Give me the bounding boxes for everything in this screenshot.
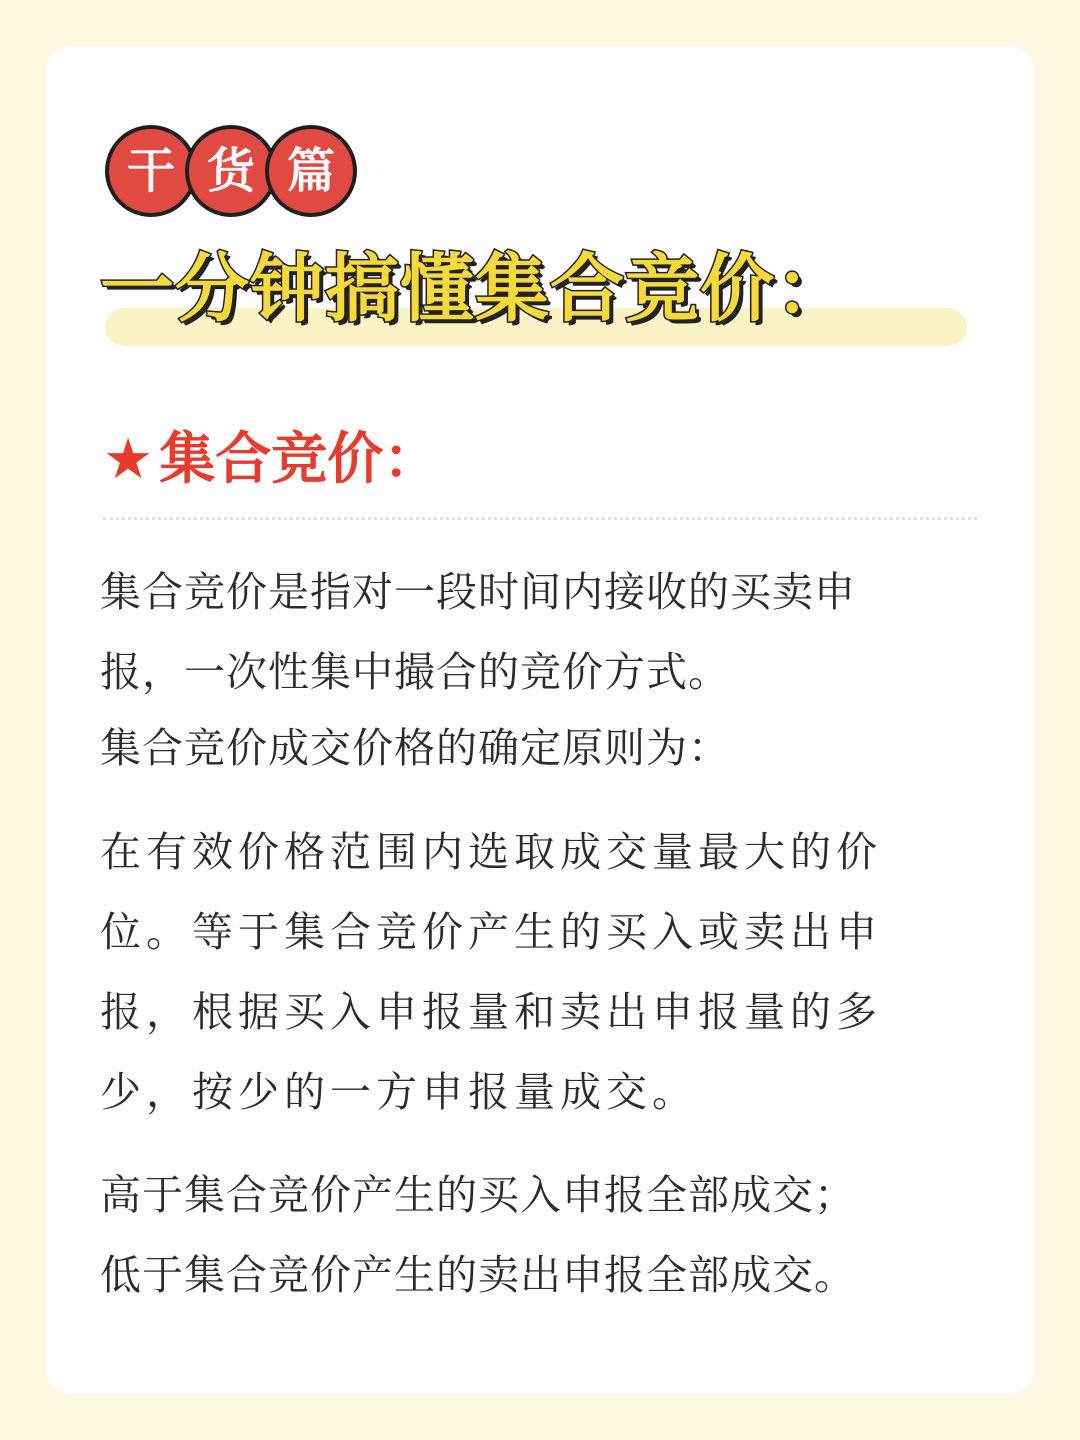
section-heading-text: 集合竞价： (159, 427, 440, 492)
text-line: 集合竞价成交价格的确定原则为： (100, 724, 730, 772)
text-line: 少，按少的一方申报量成交。 (100, 1068, 698, 1116)
text-line: 在有效价格范围内选取成交量最大的价 (100, 828, 882, 876)
text-line: 高于集合竞价产生的买入申报全部成交； (100, 1171, 856, 1219)
star-icon: ★ (103, 427, 154, 492)
badge-char-3: 篇 (265, 125, 357, 217)
section-heading (103, 420, 439, 500)
page-title: 一分钟搞懂集合竞价： (100, 246, 850, 332)
badge-char-2: 货 (185, 125, 277, 217)
paragraph-definition (100, 552, 984, 712)
text-line: 报，一次性集中撮合的竞价方式。 (100, 648, 730, 696)
paragraph-principle-intro (100, 708, 984, 788)
dotted-divider (103, 517, 977, 520)
category-badge (105, 125, 365, 217)
text-line: 位。等于集合竞价产生的买入或卖出申 (100, 908, 882, 956)
text-line: 报，根据买入申报量和卖出申报量的多 (100, 988, 882, 1036)
paragraph-execution-rules (100, 1155, 984, 1315)
text-line: 集合竞价是指对一段时间内接收的买卖申 (100, 568, 856, 616)
text-line: 低于集合竞价产生的卖出申报全部成交。 (100, 1251, 856, 1299)
paragraph-principle-rule (100, 812, 984, 1132)
badge-char-1: 干 (105, 125, 197, 217)
